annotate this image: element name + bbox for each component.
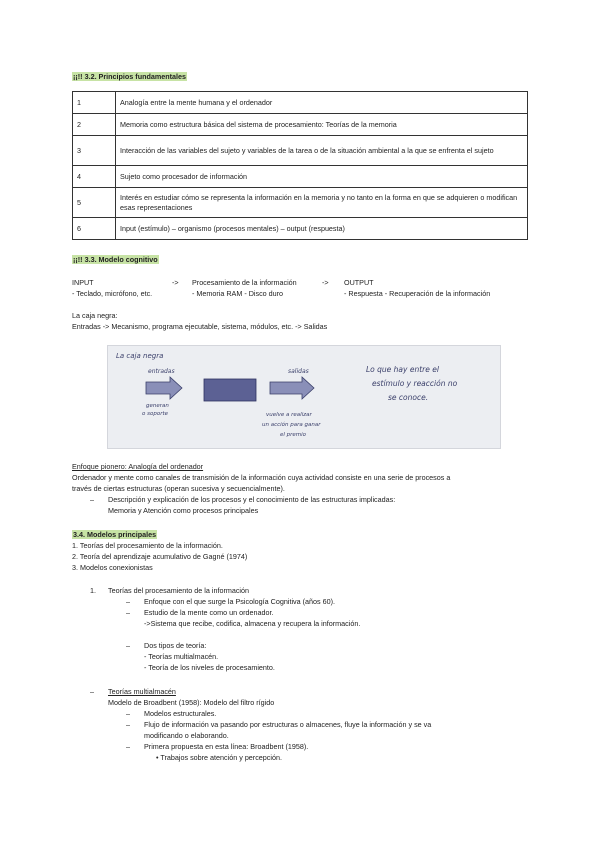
list-item: 1. Teorías del procesamiento de la información.	[72, 541, 223, 550]
table-row: 6 Input (estímulo) – organismo (procesos mentales) – output (respuesta)	[73, 218, 528, 240]
sketch-note-1: Lo que hay entre el	[366, 365, 439, 374]
list-item: 2. Teoría del aprendizaje acumulativo de Gagné (1974)	[72, 552, 248, 561]
section-3-2-heading: ¡¡!! 3.2. Principios fundamentales	[73, 72, 187, 81]
black-box-rect	[204, 379, 256, 401]
sketch-salidas-sub3: el premio	[280, 432, 307, 438]
caja-negra-text: Entradas -> Mecanismo, programa ejecutable, sistema, módulos, etc. -> Salidas	[72, 322, 328, 331]
principles-table	[72, 91, 528, 240]
section-3-3-heading: ¡¡!! 3.3. Modelo cognitivo	[73, 255, 158, 264]
enfoque-paragraph-line1: Ordenador y mente como canales de transmisión de la información cuya actividad consiste en una serie de procesos a	[72, 473, 451, 482]
table-row: 5 Interés en estudiar cómo se representa la información en la memoria y no tanto en la forma en que se adquieren o modifican esas representaciones	[73, 188, 528, 218]
sketch-note-3: se conoce.	[388, 393, 429, 402]
sketch-salidas-sub2: un acción para ganar	[262, 422, 321, 428]
caja-negra-title: La caja negra:	[72, 311, 118, 320]
section-3-4-heading: 3.4. Modelos principales	[73, 530, 157, 539]
list-item: 3. Modelos conexionistas	[72, 563, 153, 572]
enfoque-heading: Enfoque pionero: Analogía del ordenador	[72, 462, 204, 471]
output-arrow	[270, 377, 314, 399]
enfoque-paragraph-line2: través de ciertas estructuras (operan sucesiva y secuencialmente).	[72, 484, 285, 493]
table-row: 1 Analogía entre la mente humana y el ordenador	[73, 92, 528, 114]
sketch-entradas-sub2: o soporte	[142, 411, 169, 417]
sketch-title: La caja negra	[116, 352, 164, 360]
sketch-entradas: entradas	[148, 368, 175, 375]
sketch-note-2: estímulo y reacción no	[372, 379, 458, 388]
input-arrow	[146, 377, 182, 399]
sketch-salidas-sub1: vuelve a realizar	[266, 412, 312, 418]
table-row: 2 Memoria como estructura básica del sistema de procesamiento: Teorías de la memoria	[73, 114, 528, 136]
handwritten-diagram-photo	[107, 345, 501, 449]
sketch-entradas-sub1: generan	[146, 403, 169, 409]
table-row: 3 Interacción de las variables del sujeto y variables de la tarea o de la situación ambiental a la que se enfrenta el sujeto	[73, 136, 528, 166]
sketch-salidas: salidas	[288, 368, 309, 375]
black-box-sketch	[108, 346, 500, 448]
table-row: 4 Sujeto como procesador de información	[73, 166, 528, 188]
